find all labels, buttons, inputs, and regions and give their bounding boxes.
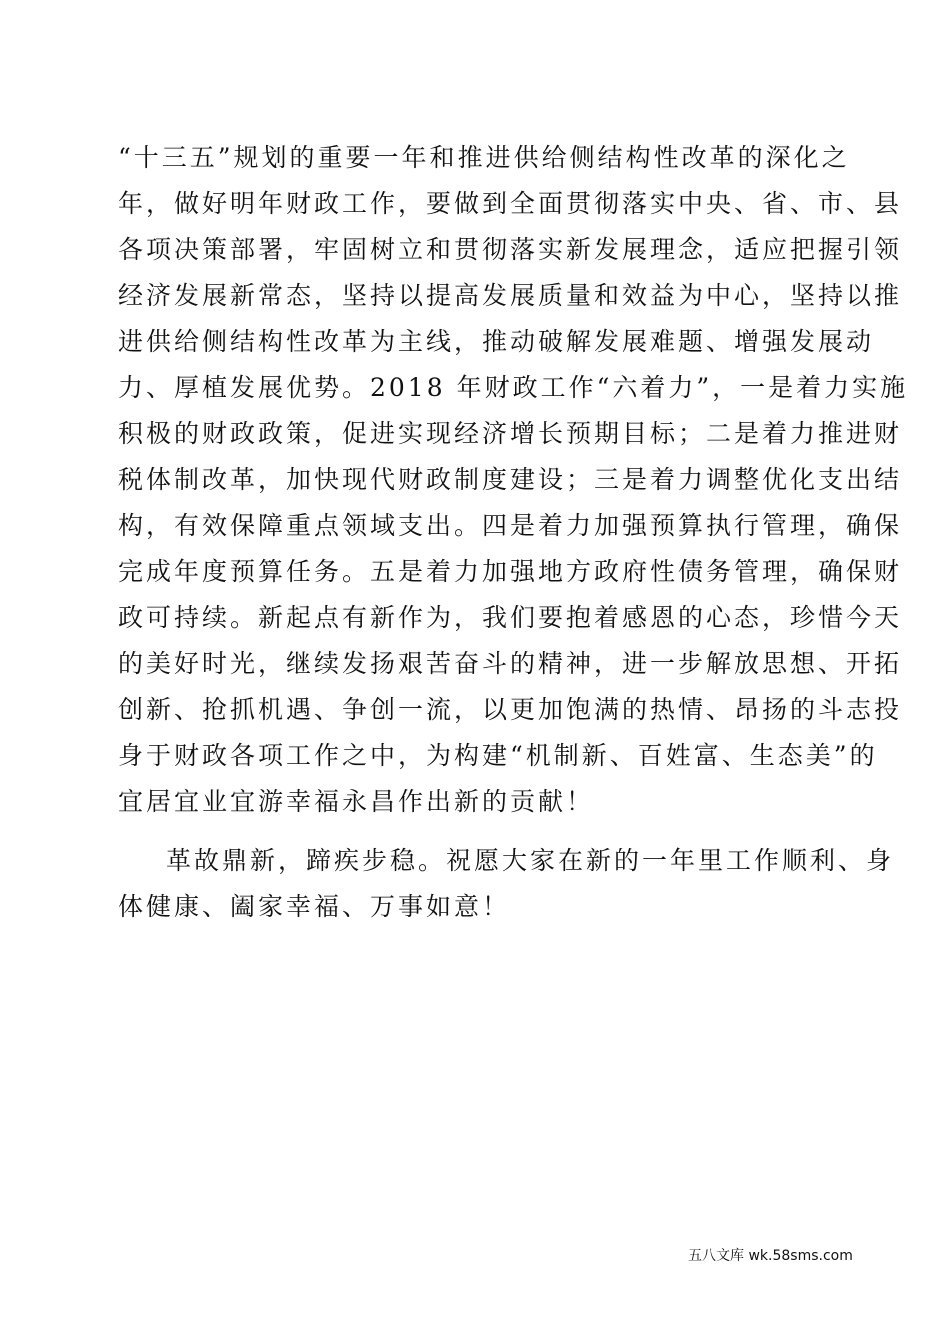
text-line: 税体制改革，加快现代财政制度建设；三是着力调整优化支出结 xyxy=(118,465,903,494)
text-line: 身于财政各项工作之中，为构建“机制新、百姓富、生态美”的 xyxy=(118,741,878,770)
text-line: 革故鼎新，蹄疾步稳。祝愿大家在新的一年里工作顺利、身 xyxy=(166,846,895,875)
text-line: 宜居宜业宜游幸福永昌作出新的贡献！ xyxy=(118,787,595,816)
text-line: 力、厚植发展优势。2018 年财政工作“六着力”，一是着力实施 xyxy=(118,373,909,402)
text-line: 政可持续。新起点有新作为，我们要抱着感恩的心态，珍惜今天 xyxy=(118,603,903,632)
footer-watermark: 五八文库 wk.58sms.com xyxy=(688,1248,853,1264)
text-line: “十三五”规划的重要一年和推进供给侧结构性改革的深化之 xyxy=(118,143,850,172)
text-line: 经济发展新常态，坚持以提高发展质量和效益为中心，坚持以推 xyxy=(118,281,903,310)
text-line: 完成年度预算任务。五是着力加强地方政府性债务管理，确保财 xyxy=(118,557,903,586)
text-line: 的美好时光，继续发扬艰苦奋斗的精神，进一步解放思想、开拓 xyxy=(118,649,903,678)
text-line: 积极的财政政策，促进实现经济增长预期目标；二是着力推进财 xyxy=(118,419,903,448)
text-line: 构，有效保障重点领域支出。四是着力加强预算执行管理，确保 xyxy=(118,511,903,540)
text-line: 年，做好明年财政工作，要做到全面贯彻落实中央、省、市、县 xyxy=(118,189,903,218)
text-line: 体健康、阖家幸福、万事如意！ xyxy=(118,892,511,921)
text-line: 进供给侧结构性改革为主线，推动破解发展难题、增强发展动 xyxy=(118,327,875,356)
text-line: 创新、抢抓机遇、争创一流，以更加饱满的热情、昂扬的斗志投 xyxy=(118,695,903,724)
text-line: 各项决策部署，牢固树立和贯彻落实新发展理念，适应把握引领 xyxy=(118,235,903,264)
